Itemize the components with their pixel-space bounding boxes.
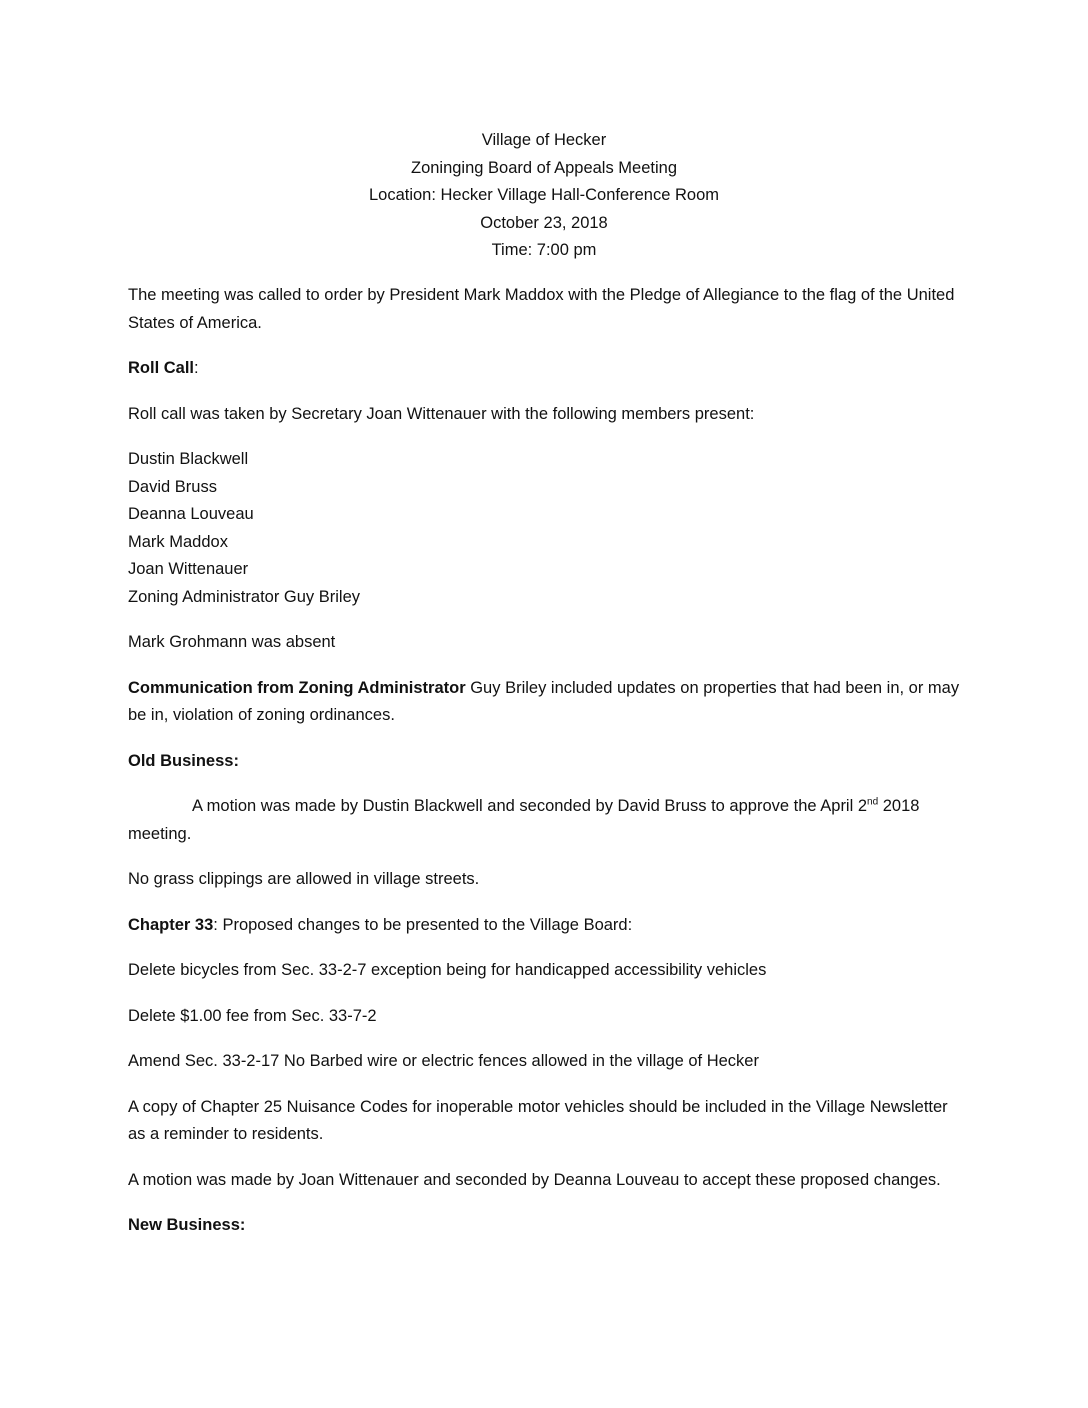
member-item: Dustin Blackwell: [128, 450, 249, 468]
meeting-date: October 23, 2018: [480, 213, 608, 232]
chapter33-item: Amend Sec. 33-2-17 No Barbed wire or electric fences allowed in the village of Hecker: [128, 1052, 759, 1070]
chapter33-item: Delete $1.00 fee from Sec. 33-7-2: [128, 1006, 377, 1025]
meeting-location: Location: Hecker Village Hall-Conference Room: [368, 186, 720, 204]
ordinal-suffix: nd: [867, 796, 879, 808]
members-list: [128, 446, 968, 611]
old-business-heading-line: [128, 748, 968, 776]
document-header: [0, 127, 1088, 265]
chapter33-heading-line: [128, 912, 968, 940]
old-business-motion: [128, 793, 968, 848]
roll-call-heading-line: [128, 355, 968, 383]
meeting-time: Time: 7:00 pm: [491, 241, 597, 259]
roll-call-paragraph: Roll call was taken by Secretary Joan Wittenauer with the following members present:: [128, 404, 755, 423]
communication-paragraph: [128, 675, 968, 730]
member-item: Joan Wittenauer: [128, 560, 249, 578]
absent-note: Mark Grohmann was absent: [128, 633, 336, 651]
document-body: [128, 282, 968, 1258]
communication-heading: Communication from Zoning Administrator: [128, 678, 466, 697]
chapter33-item: Delete bicycles from Sec. 33-2-7 exception being for handicapped accessibility vehicles: [128, 961, 767, 979]
member-item: Deanna Louveau: [128, 505, 254, 523]
chapter33-motion: A motion was made by Joan Wittenauer and seconded by Deanna Louveau to accept these proposed changes.: [128, 1170, 941, 1189]
motion-text-part1: A motion was made by Dustin Blackwell and seconded by David Bruss to approve the April 2: [192, 797, 868, 815]
meeting-title: Zoninging Board of Appeals Meeting: [410, 158, 677, 177]
intro-paragraph: The meeting was called to order by President Mark Maddox with the Pledge of Allegiance to the flag of the United States of America.: [128, 286, 955, 332]
new-business-heading-line: [128, 1212, 968, 1240]
new-business-heading: New Business:: [128, 1216, 246, 1234]
grass-clippings-note: No grass clippings are allowed in village streets.: [128, 870, 480, 888]
roll-call-colon: :: [194, 359, 199, 377]
village-name: Village of Hecker: [481, 131, 607, 149]
member-item: David Bruss: [128, 477, 217, 496]
communication-text: Guy Briley included updates on properties that had been in, or may be in, violation of zoning ordinances.: [128, 678, 960, 724]
roll-call-heading: Roll Call: [128, 359, 195, 377]
old-business-heading: Old Business:: [128, 751, 239, 770]
member-item: Zoning Administrator Guy Briley: [128, 587, 361, 606]
chapter33-item: A copy of Chapter 25 Nuisance Codes for inoperable motor vehicles should be included in the Village Newsletter as a reminder to residents.: [128, 1097, 948, 1143]
chapter33-text: : Proposed changes to be presented to the Village Board:: [213, 915, 633, 934]
member-item: Mark Maddox: [128, 532, 228, 551]
chapter33-heading: Chapter 33: [128, 915, 214, 934]
motion-text-part2: 2018 meeting.: [128, 797, 920, 843]
